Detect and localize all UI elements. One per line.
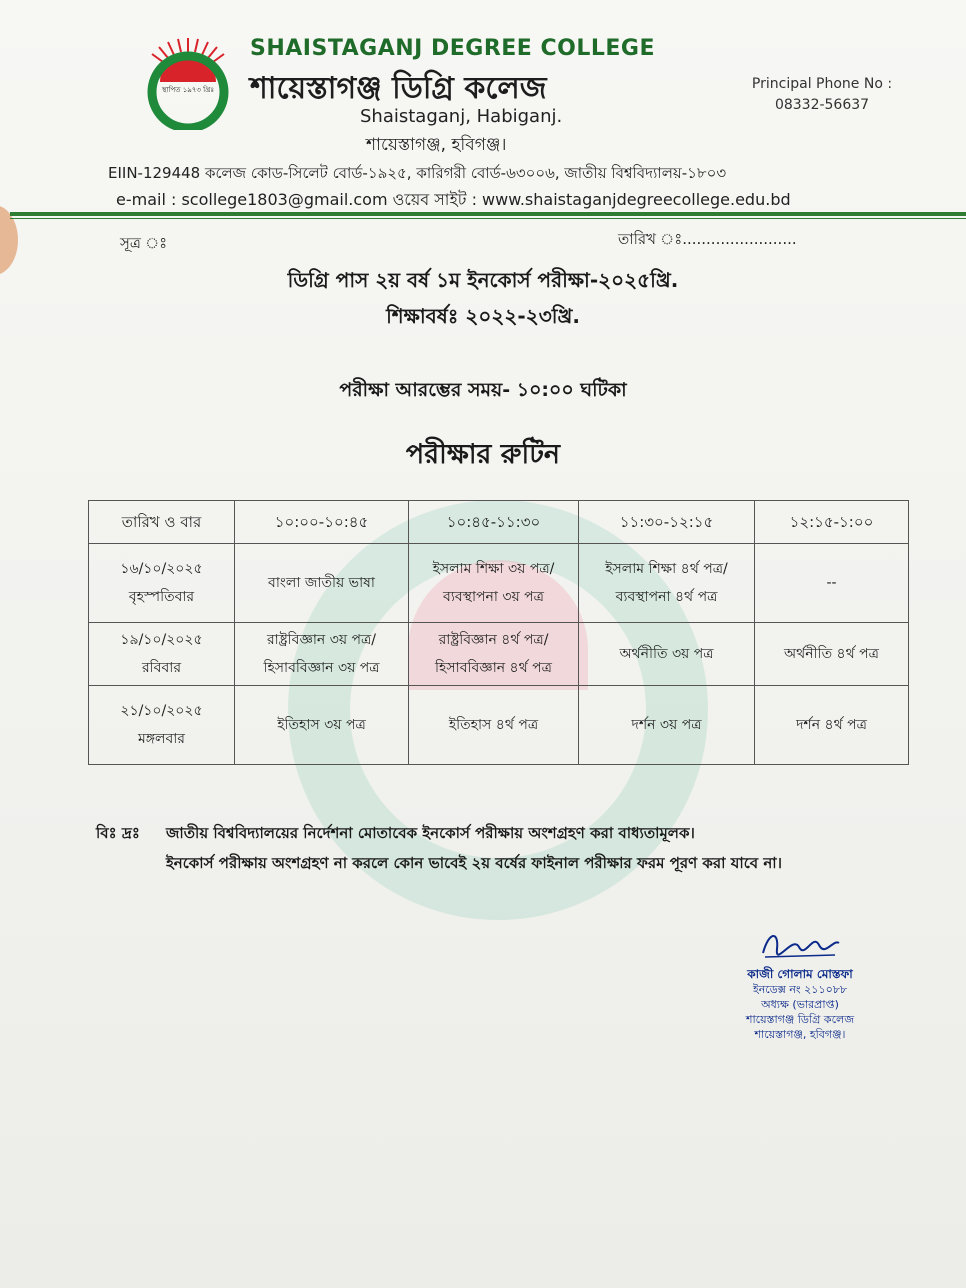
date-cell [89, 686, 235, 765]
subject-cell: ইসলাম শিক্ষা ৪র্থ পত্র/ ব্যবস্থাপনা ৪র্থ পত্র [579, 544, 755, 623]
subject-cell: অর্থনীতি ৩য় পত্র [579, 623, 755, 686]
table-header-row [89, 501, 909, 544]
session-title: শিক্ষাবর্ষঃ ২০২২-২৩খ্রি. [386, 304, 580, 328]
header-cell: ১০:০০-১০:৪৫ [235, 501, 409, 544]
signature-scrawl [755, 925, 845, 965]
table-row [89, 623, 909, 686]
signature-block [720, 925, 880, 1042]
phone-number: 08332-56637 [774, 97, 870, 113]
table-row [89, 544, 909, 623]
day-value: রবিবার [141, 660, 182, 676]
date-value: ২১/১০/২০২৫ [120, 703, 203, 719]
notice-block [96, 818, 904, 878]
start-time: পরীক্ষা আরম্ভের সময়- ১০:০০ ঘটিকা [339, 379, 627, 401]
date-cell [89, 623, 235, 686]
notice-label: বিঃ দ্রঃ [96, 824, 140, 842]
header-divider [10, 212, 966, 216]
subject-cell: ইতিহাস ৪র্থ পত্র [409, 686, 579, 765]
date-field: তারিখ ঃ........................ [618, 230, 797, 248]
eiin-line: EIIN-129448 কলেজ কোড-সিলেট বোর্ড-১৯২৫, কারিগরী বোর্ড-৬৩০০৬, জাতীয় বিশ্ববিদ্যালয়-১৮০৩ [108, 164, 727, 182]
college-name-en: SHAISTAGANJ DEGREE COLLEGE [250, 36, 655, 61]
subject-cell: অর্থনীতি ৪র্থ পত্র [755, 623, 909, 686]
header-cell: তারিখ ও বার [89, 501, 235, 544]
reference-label: সূত্র ঃ [120, 234, 168, 252]
subject-cell: দর্শন ৩য় পত্র [579, 686, 755, 765]
signatory-name: কাজী গোলাম মোস্তফা [747, 967, 853, 981]
subject-cell: বাংলা জাতীয় ভাষা [235, 544, 409, 623]
date-value: ১৬/১০/২০২৫ [120, 561, 203, 577]
subject-cell: দর্শন ৪র্থ পত্র [755, 686, 909, 765]
day-value: মঙ্গলবার [137, 731, 186, 747]
email-web-line: e-mail : scollege1803@gmail.com ওয়েব সাইট : www.shaistaganjdegreecollege.edu.bd [116, 190, 791, 209]
table-row [89, 686, 909, 765]
college-name-bn: শায়েস্তাগঞ্জ ডিগ্রি কলেজ [250, 71, 547, 106]
signatory-address: শায়েস্তাগঞ্জ, হবিগঞ্জ। [754, 1028, 846, 1041]
routine-title: পরীক্ষার রুটিন [405, 439, 561, 470]
header-cell: ১২:১৫-১:০০ [755, 501, 909, 544]
college-logo [138, 30, 238, 130]
exam-title: ডিগ্রি পাস ২য় বর্ষ ১ম ইনকোর্স পরীক্ষা-২০২৫খ্রি. [287, 268, 679, 292]
date-value: ১৯/১০/২০২৫ [120, 632, 203, 648]
day-value: বৃহস্পতিবার [128, 589, 195, 605]
date-cell [89, 544, 235, 623]
subject-cell: -- [755, 544, 909, 623]
subject-cell: রাষ্ট্রবিজ্ঞান ৩য় পত্র/ হিসাববিজ্ঞান ৩য় পত্র [235, 623, 409, 686]
logo-text: স্থাপিত ১৯৭৩ খ্রিঃ [161, 86, 215, 94]
subject-cell: ইতিহাস ৩য় পত্র [235, 686, 409, 765]
address-bn: শায়েস্তাগঞ্জ, হবিগঞ্জ। [366, 135, 507, 155]
subject-cell: রাষ্ট্রবিজ্ঞান ৪র্থ পত্র/ হিসাববিজ্ঞান ৪র্থ পত্র [409, 623, 579, 686]
principal-phone [742, 74, 902, 116]
signatory-college: শায়েস্তাগঞ্জ ডিগ্রি কলেজ [745, 1013, 855, 1026]
address-en: Shaistaganj, Habiganj. [360, 106, 563, 127]
signatory-index: ইনডেক্স নং ২১১০৮৮ [752, 983, 848, 996]
notice-line-1: জাতীয় বিশ্ববিদ্যালয়ের নির্দেশনা মোতাবেক ইনকোর্স পরীক্ষায় অংশগ্রহণ করা বাধ্যতামূলক। [166, 824, 695, 842]
header-cell: ১০:৪৫-১১:৩০ [409, 501, 579, 544]
subject-cell: ইসলাম শিক্ষা ৩য় পত্র/ ব্যবস্থাপনা ৩য় পত্র [409, 544, 579, 623]
routine-table [88, 500, 909, 765]
notice-line-2: ইনকোর্স পরীক্ষায় অংশগ্রহণ না করলে কোন ভাবেই ২য় বর্ষের ফাইনাল পরীক্ষার ফরম পূরণ করা যাবে না। [166, 854, 783, 872]
header-divider-thin [10, 218, 966, 219]
phone-label: Principal Phone No : [751, 76, 893, 92]
signatory-title: অধ্যক্ষ (ভারপ্রাপ্ত) [761, 998, 839, 1011]
header-cell: ১১:৩০-১২:১৫ [579, 501, 755, 544]
